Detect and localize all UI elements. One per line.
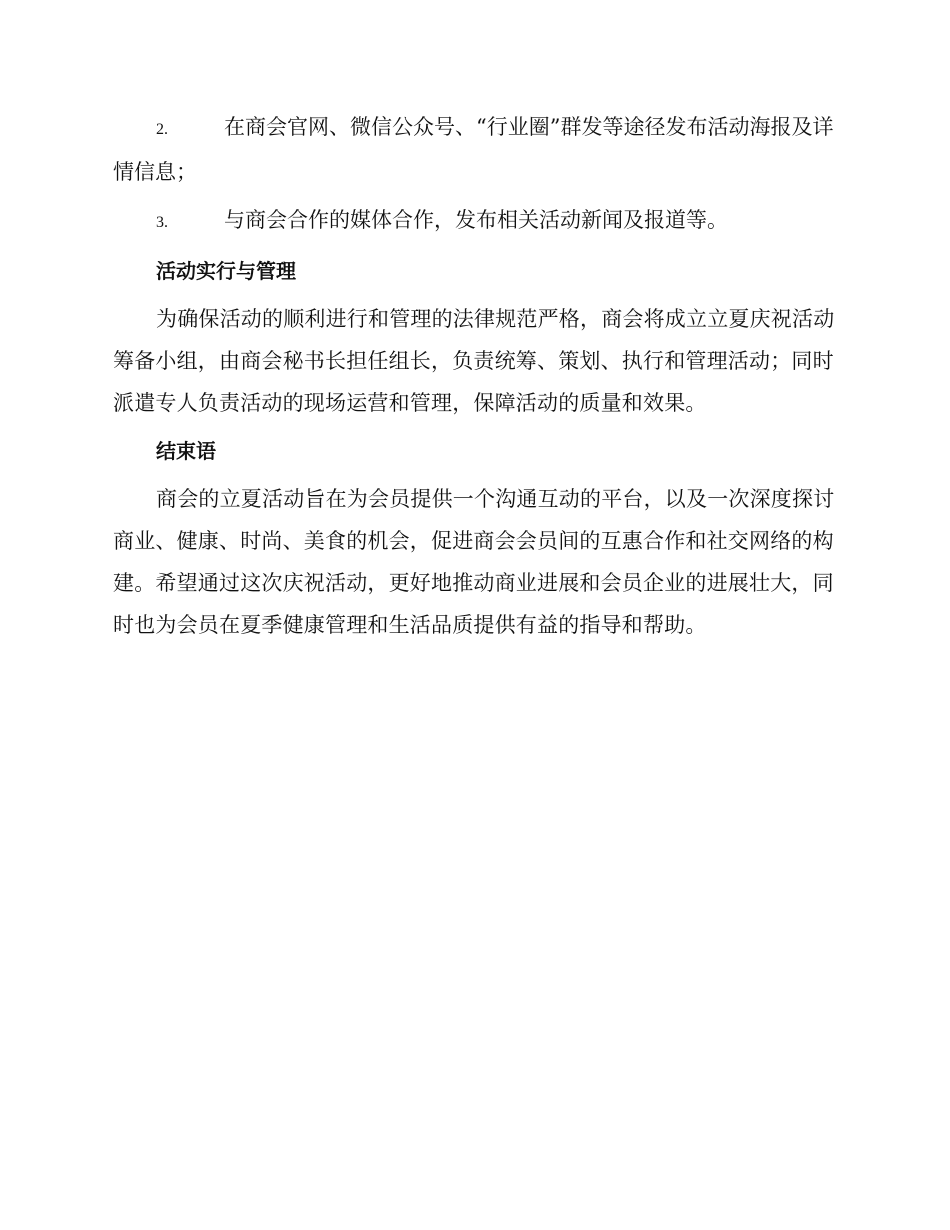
section-paragraph-conclusion: 商会的立夏活动旨在为会员提供一个沟通互动的平台，以及一次深度探讨商业、健康、时尚、美食的机会，促进商会会员间的互惠合作和社交网络的构建。希望通过这次庆祝活动，更好地推动商业进展和会员企业的进展壮大，同时也为会员在夏季健康管理和生活品质提供有益的指导和帮助。 (113, 487, 835, 637)
section-heading-conclusion: 结束语 (156, 439, 216, 463)
list-item-number: 2. (156, 121, 168, 138)
list-item-number: 3. (156, 214, 168, 231)
list-item-text: 与商会合作的媒体合作，发布相关活动新闻及报道等。 (224, 208, 728, 232)
document-content (113, 106, 837, 646)
list-item-text: 在商会官网、微信公众号、“行业圈”群发等途径发布活动海报及详情信息； (113, 115, 834, 184)
section-paragraph-implementation: 为确保活动的顺利进行和管理的法律规范严格，商会将成立立夏庆祝活动筹备小组，由商会秘书长担任组长，负责统筹、策划、执行和管理活动；同时派遣专人负责活动的现场运营和管理，保障活动的质量和效果。 (113, 307, 835, 415)
list-item-2 (113, 106, 837, 193)
list-item-3 (113, 199, 837, 244)
section-heading-implementation: 活动实行与管理 (156, 259, 296, 283)
